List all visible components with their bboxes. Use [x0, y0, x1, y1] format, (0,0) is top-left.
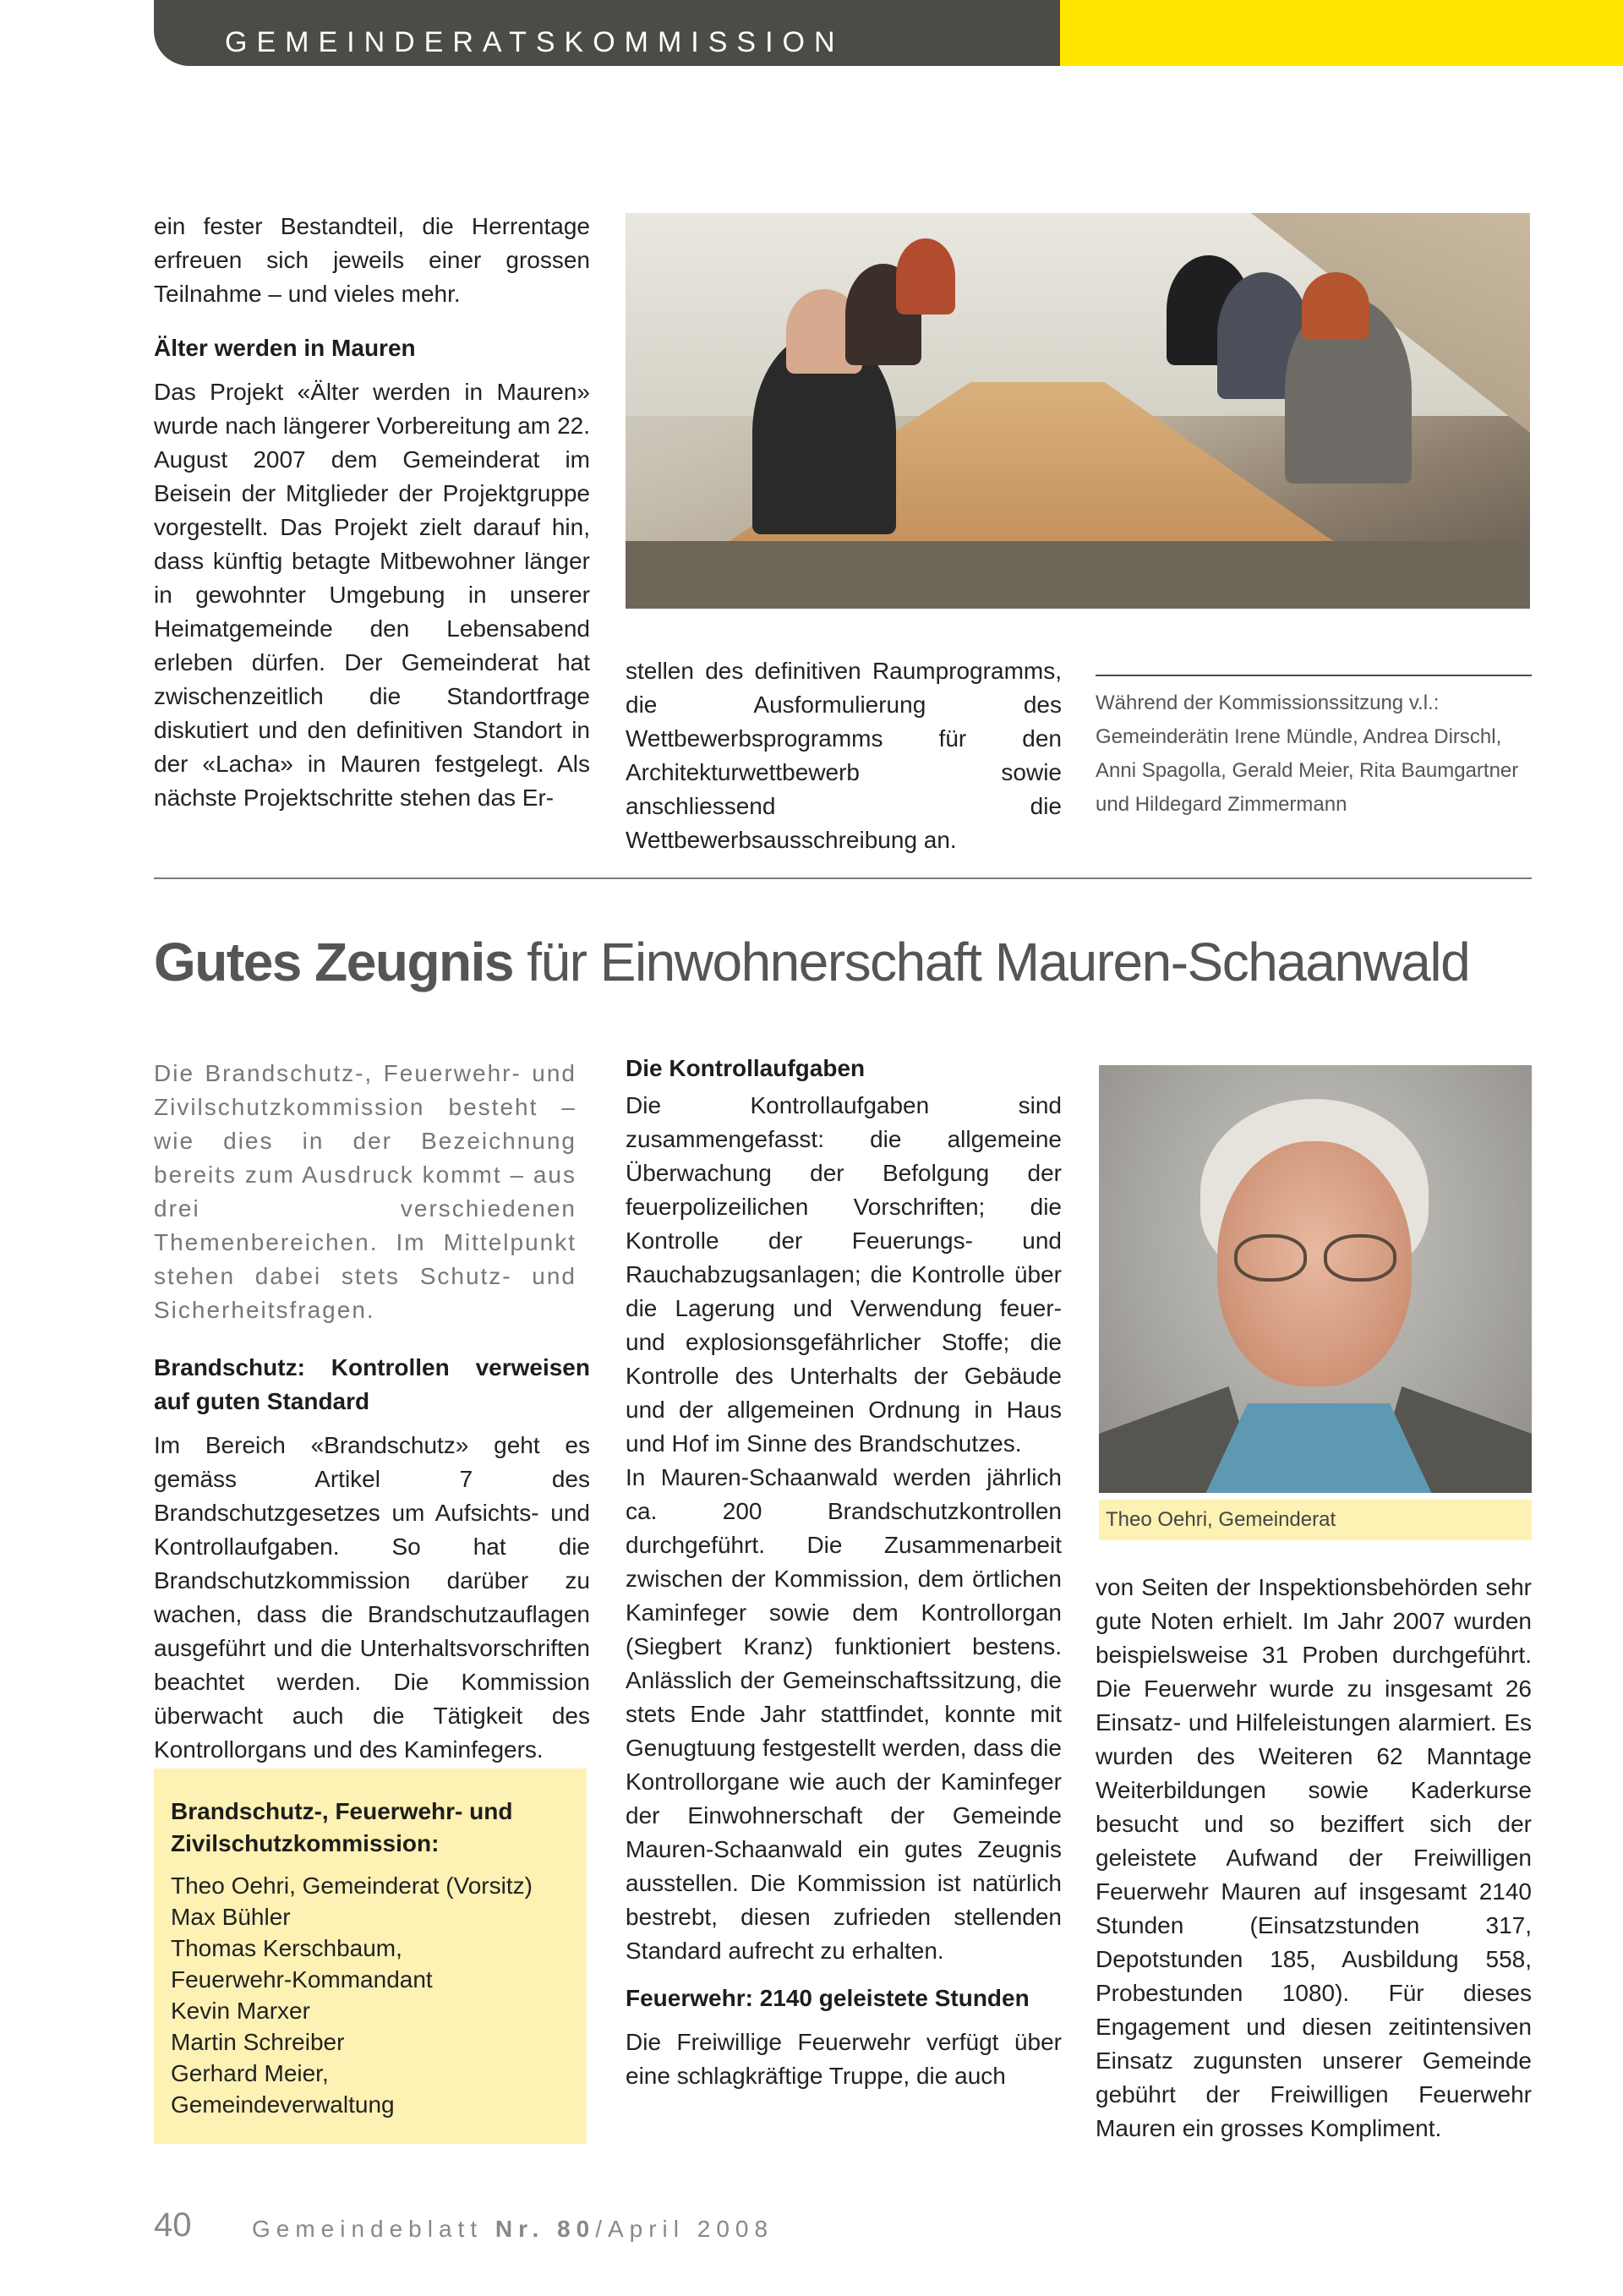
col1-intro-paragraph: ein fester Bestandteil, die Herrentage erfreuen sich jeweils einer grossen Teilnahme – und vieles mehr.: [154, 213, 590, 307]
member-item: Max Bühler: [171, 1904, 291, 1930]
section-divider: [154, 877, 1532, 879]
member-item: Gerhard Meier,: [171, 2060, 329, 2086]
members-box-heading: Brandschutz-, Feuerwehr- und Zivilschutzkommission:: [171, 1798, 513, 1856]
issue-number: 80: [557, 2216, 596, 2242]
caption-rule: [1096, 675, 1532, 676]
member-item: Gemeindeverwaltung: [171, 2091, 395, 2118]
article-column-1: [154, 1351, 590, 1767]
feuerwehr-continuation-paragraph: von Seiten der Inspektionsbehörden sehr gute Noten erhielt. Im Jahr 2007 wurden beispielsweise 31 Proben durchgeführt. Die Feuerwehr wurde zu insgesamt 26 Einsatz- und Hilfeleistungen alarmiert. Es wurden des Weiteren 62 Manntage Weiterbildungen sowie Kaderkurse besucht und so beziffert sich der geleistete Aufwand der Freiwilligen Feuerwehr Mauren auf insgesamt 2140 Stunden (Einsatzstunden 317, Depotstunden 185, Ausbildung 558, Probestunden 1080). Für dieses Engagement und diesen zeitintensiven Einsatz zugunsten unserer Gemeinde gebührt der Freiwilligen Feuerwehr Mauren ein grosses Kompliment.: [1096, 1574, 1532, 2141]
col2-body-paragraph: stellen des definitiven Raumprogramms, die Ausformulierung des Wettbewerbsprogramms für den Architekturwettbewerb sowie anschliessend die Wettbewerbsausschreibung an.: [626, 658, 1062, 853]
issue-prefix: Nr.: [495, 2216, 545, 2242]
members-list: [171, 1870, 577, 2120]
kontrollaufgaben-paragraph-1: Die Kontrollaufgaben sind zusammengefasst: die allgemeine Überwachung der Befolgung der feuerpolizeilichen Vorschriften; die Kontrolle der Feuerungs- und Rauchabzugsanlagen; die Kontrolle über die Lagerung und Verwendung feuer- und explosionsgefährlicher Stoffe; die Kontrolle des Unterhalts der Gebäude und der allgemeinen Ordnung in Haus und Hof im Sinne des Brandschutzes.: [626, 1092, 1062, 1457]
member-item: Thomas Kerschbaum,: [171, 1935, 402, 1961]
brandschutz-subheading: Brandschutz: Kontrollen verweisen auf guten Standard: [154, 1354, 590, 1414]
col1-body-paragraph: Das Projekt «Älter werden in Mauren» wurde nach längerer Vorbereitung am 22. August 2007 dem Gemeinderat im Beisein der Mitglieder der Projektgruppe vorgestellt. Das Projekt zielt darauf hin, dass künftig betagte Mitbewohner länger in gewohnter Umgebung in unserer Heimatgemeinde den Lebensabend erleben dürfen. Der Gemeinderat hat zwischenzeitlich die Standortfrage diskutiert und den definitiven Standort in der «Lacha» in Mauren festgelegt. Als nächste Projektschritte stehen das Er-: [154, 379, 590, 811]
article-column-3: [1096, 1571, 1532, 2146]
meeting-photo-caption: Während der Kommissionssitzung v.l.: Gemeinderätin Irene Mündle, Andrea Dirschl, Anni Spagolla, Gerald Meier, Rita Baumgartner und Hildegard Zimmermann: [1096, 692, 1519, 816]
lead-paragraph: Die Brandschutz-, Feuerwehr- und Zivilschutzkommission besteht – wie dies in der Bezeichnung bereits zum Ausdruck kommt – aus drei verschiedenen Themenbereichen. Im Mittelpunkt stehen dabei stets Schutz- und Sicherheitsfragen.: [154, 1060, 577, 1323]
issue-date: /April 2008: [595, 2216, 774, 2242]
headline-bold: Gutes Zeugnis: [154, 932, 513, 992]
portrait-photo: [1099, 1065, 1532, 1493]
article-lead: [154, 1057, 577, 1327]
publication-name: Gemeindeblatt: [252, 2216, 484, 2242]
publication-footer: [252, 2215, 773, 2244]
member-item: Kevin Marxer: [171, 1998, 310, 2024]
feuerwehr-paragraph: Die Freiwillige Feuerwehr verfügt über eine schlagkräftige Truppe, die auch: [626, 2029, 1062, 2089]
top-article-column-2: [626, 654, 1062, 857]
page-number: 40: [154, 2206, 192, 2244]
member-item: Feuerwehr-Kommandant: [171, 1966, 433, 1993]
headline-rest: für Einwohnerschaft Mauren-Schaanwald: [513, 932, 1470, 992]
kontrollaufgaben-subheading: Die Kontrollaufgaben: [626, 1055, 866, 1081]
member-item: Theo Oehri, Gemeinderat (Vorsitz): [171, 1872, 533, 1899]
brandschutz-paragraph: Im Bereich «Brandschutz» geht es gemäss Artikel 7 des Brandschutzgesetzes um Aufsichts- und Kontrollaufgaben. So hat die Brandschutzkommission darüber zu wachen, dass die Brandschutzauflagen ausgeführt und die Unterhaltsvorschriften beachtet werden. Die Kommission überwacht auch die Tätigkeit des Kontrollorgans und des Kaminfegers.: [154, 1432, 590, 1763]
feuerwehr-subheading: Feuerwehr: 2140 geleistete Stunden: [626, 1985, 1030, 2011]
header-accent-block: [1060, 0, 1623, 66]
section-label: GEMEINDERATSKOMMISSION: [225, 26, 844, 58]
member-item: Martin Schreiber: [171, 2029, 345, 2055]
top-article-column-1: [154, 210, 590, 815]
article-column-2: [626, 1052, 1062, 2093]
col1-subheading: Älter werden in Mauren: [154, 335, 416, 361]
portrait-caption: Theo Oehri, Gemeinderat: [1106, 1508, 1336, 1531]
meeting-photo: [626, 213, 1530, 609]
article-headline: [154, 928, 1469, 996]
kontrollaufgaben-paragraph-2: In Mauren-Schaanwald werden jährlich ca. 200 Brandschutzkontrollen durchgeführt. Die Zusammenarbeit zwischen der Kommission, dem örtlichen Kaminfeger sowie dem Kontrollorgan (Siegbert Kranz) funktioniert bestens. Anlässlich der Gemeinschaftssitzung, die stets Ende Jahr stattfindet, konnte mit Genugtuung festgestellt werden, dass die Kontrollorgane wie auch der Kaminfeger der Einwohnerschaft der Gemeinde Mauren-Schaanwald ein gutes Zeugnis ausstellen. Die Kommission ist natürlich bestrebt, diesen zufrieden stellenden Standard aufrecht zu erhalten.: [626, 1464, 1062, 1964]
